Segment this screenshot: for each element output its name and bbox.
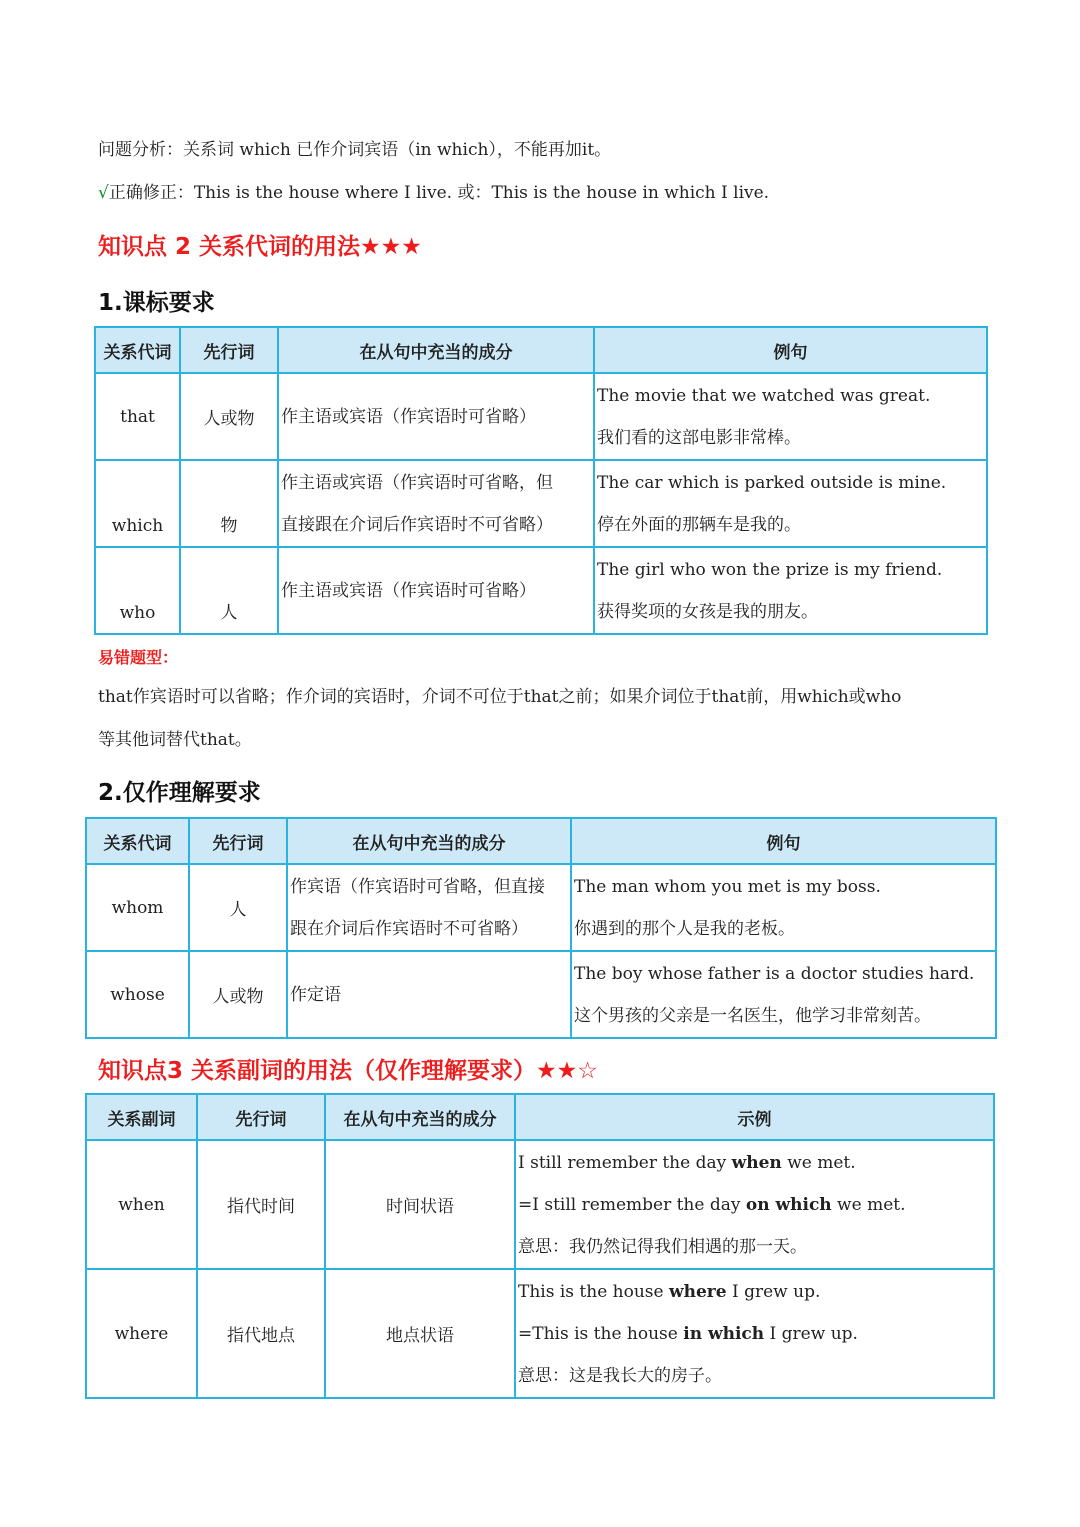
correction-text [98,181,769,205]
antecedent-cell: 物 [180,460,278,547]
header-cell: 关系副词 [86,1094,197,1140]
example-cell [515,1269,994,1398]
table-row [95,373,987,460]
pronoun-cell: whom [86,864,189,951]
correction-body: 正确修正：This is the house where I live. 或：This is the house in which I live. [108,183,770,203]
example-zh: 我们看的这部电影非常棒。 [597,427,801,448]
header-cell: 例句 [594,327,987,373]
common-error-label: 易错题型： [98,648,179,667]
table-row [86,951,996,1038]
example-cell [571,864,996,951]
relative-pronoun-table-2 [85,817,997,1039]
relative-pronoun-table-1 [94,326,988,635]
section3-title: 知识点3 关系副词的用法（仅作理解要求）★★☆ [98,1058,598,1084]
header-cell: 先行词 [197,1094,325,1140]
relative-adverb-table [85,1093,995,1399]
pronoun-cell: who [95,547,180,634]
example-zh: 获得奖项的女孩是我的朋友。 [597,601,818,622]
subsection2-title: 2.仅作理解要求 [98,780,261,806]
table-row [86,864,996,951]
header-cell: 关系代词 [95,327,180,373]
table-row [86,1140,994,1269]
role-cell [278,373,594,460]
example-cell [594,460,987,547]
antecedent-cell: 指代地点 [197,1269,325,1398]
analysis-text: 问题分析：关系词 which 已作介词宾语（in which），不能再加it。 [98,140,612,160]
note-line-1: that作宾语时可以省略；作介词的宾语时，介词不可位于that之前；如果介词位于that前，用which或who [98,687,902,707]
role-line: 作主语或宾语（作宾语时可省略） [281,406,536,427]
adverb-cell: where [86,1269,197,1398]
example-en: The car which is parked outside is mine. [597,472,947,493]
role-line: 作宾语（作宾语时可省略，但直接 [290,876,545,897]
pronoun-cell: that [95,373,180,460]
example-en: The girl who won the prize is my friend. [597,559,943,580]
role-line: 作主语或宾语（作宾语时可省略） [281,580,536,601]
role-cell [278,460,594,547]
table-header-row [95,327,987,373]
example-zh: 这个男孩的父亲是一名医生，他学习非常刻苦。 [574,1005,931,1026]
role-cell: 时间状语 [325,1140,515,1269]
role-line: 作主语或宾语（作宾语时可省略，但 [281,472,553,493]
antecedent-cell: 人 [189,864,287,951]
example-en: The movie that we watched was great. [597,385,931,406]
example-meaning: 意思：我仍然记得我们相遇的那一天。 [518,1236,807,1257]
check-mark-icon: √ [98,183,109,203]
table-row [86,1269,994,1398]
role-cell [287,951,571,1038]
header-cell: 先行词 [189,818,287,864]
header-cell: 先行词 [180,327,278,373]
role-line: 跟在介词后作宾语时不可省略） [290,918,528,939]
example-cell [594,547,987,634]
note-line-2: 等其他词替代that。 [98,730,252,750]
subsection1-title: 1.课标要求 [98,290,215,316]
role-cell: 地点状语 [325,1269,515,1398]
example-cell [515,1140,994,1269]
example-en: This is the house where I grew up. [518,1281,821,1302]
header-cell: 在从句中充当的成分 [287,818,571,864]
example-meaning: 意思：这是我长大的房子。 [518,1365,722,1386]
antecedent-cell: 人 [180,547,278,634]
table-header-row [86,818,996,864]
table-row [95,460,987,547]
example-en-alt: =This is the house in which I grew up. [518,1323,858,1344]
antecedent-cell: 指代时间 [197,1140,325,1269]
example-en: The boy whose father is a doctor studies hard. [574,963,975,984]
header-cell: 在从句中充当的成分 [325,1094,515,1140]
header-cell: 示例 [515,1094,994,1140]
role-line: 作定语 [290,984,341,1005]
adverb-cell: when [86,1140,197,1269]
example-en-alt: =I still remember the day on which we met. [518,1194,906,1215]
pronoun-cell: whose [86,951,189,1038]
role-line: 直接跟在介词后作宾语时不可省略） [281,514,553,535]
example-en: The man whom you met is my boss. [574,876,881,897]
example-zh: 你遇到的那个人是我的老板。 [574,918,795,939]
example-cell [571,951,996,1038]
header-cell: 例句 [571,818,996,864]
table-header-row [86,1094,994,1140]
example-zh: 停在外面的那辆车是我的。 [597,514,801,535]
header-cell: 在从句中充当的成分 [278,327,594,373]
section2-title: 知识点 2 关系代词的用法★★★ [98,234,422,260]
antecedent-cell: 人或物 [189,951,287,1038]
table-row [95,547,987,634]
example-cell [594,373,987,460]
role-cell [287,864,571,951]
example-en: I still remember the day when we met. [518,1152,856,1173]
pronoun-cell: which [95,460,180,547]
antecedent-cell: 人或物 [180,373,278,460]
header-cell: 关系代词 [86,818,189,864]
role-cell [278,547,594,634]
